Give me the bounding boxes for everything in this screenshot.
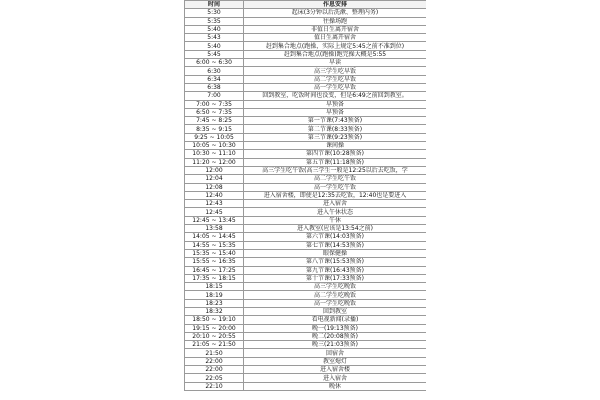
table-row [185,125,427,133]
time-cell: 6:00 ~ 6:30 [185,59,244,67]
table-row [185,75,427,83]
time-cell: 13:58 [185,225,244,233]
activity-cell: 早预备 [244,100,427,108]
activity-cell: 高一学生吃早饭 [244,83,427,91]
time-cell: 5:30 [185,9,244,17]
time-cell: 6:34 [185,75,244,83]
table-row [185,17,427,25]
activity-cell: 进入宿舍 [244,374,427,382]
table-row [185,34,427,42]
activity-cell: 回到教室，吃饭时间也没变，但是6:49之前回到教室。 [244,92,427,100]
time-cell: 10:30 ~ 11:10 [185,150,244,158]
activity-cell: 晚二(20:08预备) [244,332,427,340]
table-row [185,133,427,141]
time-cell: 12:04 [185,175,244,183]
table-row [185,316,427,324]
table-row [185,324,427,332]
time-cell: 6:38 [185,83,244,91]
schedule-rows [185,9,427,391]
time-cell: 5:40 [185,42,244,50]
time-cell: 16:45 ~ 17:25 [185,266,244,274]
table-row [185,9,427,17]
table-row [185,266,427,274]
time-cell: 18:50 ~ 19:10 [185,316,244,324]
time-cell: 22:00 [185,357,244,365]
table-row [185,249,427,257]
table-row [185,117,427,125]
activity-cell: 高二学生吃早饭 [244,75,427,83]
activity-cell: 高三学生吃晚饭 [244,283,427,291]
table-row [185,83,427,91]
time-cell: 15:55 ~ 16:35 [185,258,244,266]
schedule-table [184,0,426,391]
activity-cell: 第九节课(16:43预备) [244,266,427,274]
activity-cell: 回宿舍 [244,349,427,357]
activity-column-header: 作息安排 [244,1,427,9]
time-cell: 18:19 [185,291,244,299]
table-row [185,291,427,299]
table-row [185,241,427,249]
activity-cell: 高二学生吃晚饭 [244,291,427,299]
schedule-sheet [184,0,426,400]
activity-cell: 第七节课(14:53预备) [244,241,427,249]
table-row [185,332,427,340]
activity-cell: 晚休 [244,382,427,390]
time-cell: 10:05 ~ 10:30 [185,142,244,150]
activity-cell: 赶到集合地点(跑操，实际上规定5:45之前不准到位) [244,42,427,50]
time-cell: 12:45 [185,208,244,216]
activity-cell: 第二节课(8:33预备) [244,125,427,133]
activity-cell: 进入宿舍 [244,200,427,208]
time-cell: 22:05 [185,374,244,382]
time-cell: 22:10 [185,382,244,390]
table-row [185,258,427,266]
time-cell: 5:45 [185,50,244,58]
time-cell: 8:35 ~ 9:15 [185,125,244,133]
table-row [185,150,427,158]
activity-cell: 高二学生吃午饭 [244,175,427,183]
time-cell: 11:20 ~ 12:00 [185,158,244,166]
time-cell: 6:50 ~ 7:35 [185,108,244,116]
activity-cell: 回到教室 [244,307,427,315]
time-cell: 19:15 ~ 20:00 [185,324,244,332]
table-row [185,183,427,191]
time-cell: 7:00 [185,92,244,100]
activity-cell: 非值日生离开宿舍 [244,25,427,33]
activity-cell: 眼保健操 [244,249,427,257]
table-row [185,341,427,349]
time-cell: 17:35 ~ 18:15 [185,274,244,282]
activity-cell: 进入宿舍楼，即使是12:35去吃饭，12:40也是要进入 [244,191,427,199]
time-cell: 21:50 [185,349,244,357]
activity-cell: 看电视新闻(录播) [244,316,427,324]
time-cell: 7:00 ~ 7:35 [185,100,244,108]
table-row [185,233,427,241]
table-row [185,216,427,224]
table-row [185,357,427,365]
time-cell: 14:05 ~ 14:45 [185,233,244,241]
time-cell: 18:32 [185,307,244,315]
time-cell: 20:10 ~ 20:55 [185,332,244,340]
table-row [185,283,427,291]
activity-cell: 高一学生吃午饭 [244,183,427,191]
table-row [185,208,427,216]
activity-cell: 起床(3分钟以后洗漱、整理内务) [244,9,427,17]
time-cell: 21:05 ~ 21:50 [185,341,244,349]
table-row [185,42,427,50]
table-row [185,274,427,282]
activity-cell: 第三节课(9:23预备) [244,133,427,141]
activity-cell: 教室熄灯 [244,357,427,365]
activity-cell: 早读 [244,59,427,67]
table-row [185,299,427,307]
table-row [185,100,427,108]
table-row [185,349,427,357]
time-cell: 22:00 [185,366,244,374]
time-cell: 7:45 ~ 8:25 [185,117,244,125]
table-row [185,50,427,58]
activity-cell: 高三学生吃午饭(高三学生一般是12:25以后去吃饭，学 [244,166,427,174]
table-row [185,92,427,100]
time-cell: 5:40 [185,25,244,33]
time-cell: 12:45 ~ 13:45 [185,216,244,224]
activity-cell: 晚一(19:13预备) [244,324,427,332]
table-row [185,142,427,150]
activity-cell: 高三学生吃早饭 [244,67,427,75]
activity-cell: 早预备 [244,108,427,116]
activity-cell: 进入宿舍楼 [244,366,427,374]
time-cell: 12:40 [185,191,244,199]
time-cell: 9:25 ~ 10:05 [185,133,244,141]
activity-cell: 课间操 [244,142,427,150]
time-cell: 12:00 [185,166,244,174]
activity-cell: 高一学生吃晚饭 [244,299,427,307]
activity-cell: 第五节课(11:18预备) [244,158,427,166]
time-cell: 6:30 [185,67,244,75]
time-column-header: 时间 [185,1,244,9]
time-cell: 14:55 ~ 15:35 [185,241,244,249]
table-row [185,191,427,199]
time-cell: 12:43 [185,200,244,208]
table-row [185,67,427,75]
table-row [185,374,427,382]
activity-cell: 进入午休状态 [244,208,427,216]
table-row [185,59,427,67]
activity-cell: 午休 [244,216,427,224]
time-cell: 5:35 [185,17,244,25]
activity-cell: 第八节课(15:53预备) [244,258,427,266]
activity-cell: 第四节课(10:28预备) [244,150,427,158]
time-cell: 18:23 [185,299,244,307]
table-row [185,175,427,183]
time-cell: 5:43 [185,34,244,42]
table-row [185,225,427,233]
activity-cell: 第一节课(7:43预备) [244,117,427,125]
table-row [185,166,427,174]
time-cell: 15:35 ~ 15:40 [185,249,244,257]
time-cell: 18:15 [185,283,244,291]
activity-cell: 第十节课(17:33预备) [244,274,427,282]
table-row [185,200,427,208]
activity-cell: 往操场跑 [244,17,427,25]
activity-cell: 赶到集合地点(跑操)跑完操大概是5:55 [244,50,427,58]
table-row [185,158,427,166]
activity-cell: 晚三(21:03预备) [244,341,427,349]
header-row [185,1,427,9]
activity-cell: 第六节课(14:03预备) [244,233,427,241]
time-cell: 12:08 [185,183,244,191]
activity-cell: 进入教室(应该是13:54之前) [244,225,427,233]
table-row [185,366,427,374]
table-row [185,382,427,390]
table-row [185,25,427,33]
table-row [185,108,427,116]
table-row [185,307,427,315]
activity-cell: 值日生离开宿舍 [244,34,427,42]
